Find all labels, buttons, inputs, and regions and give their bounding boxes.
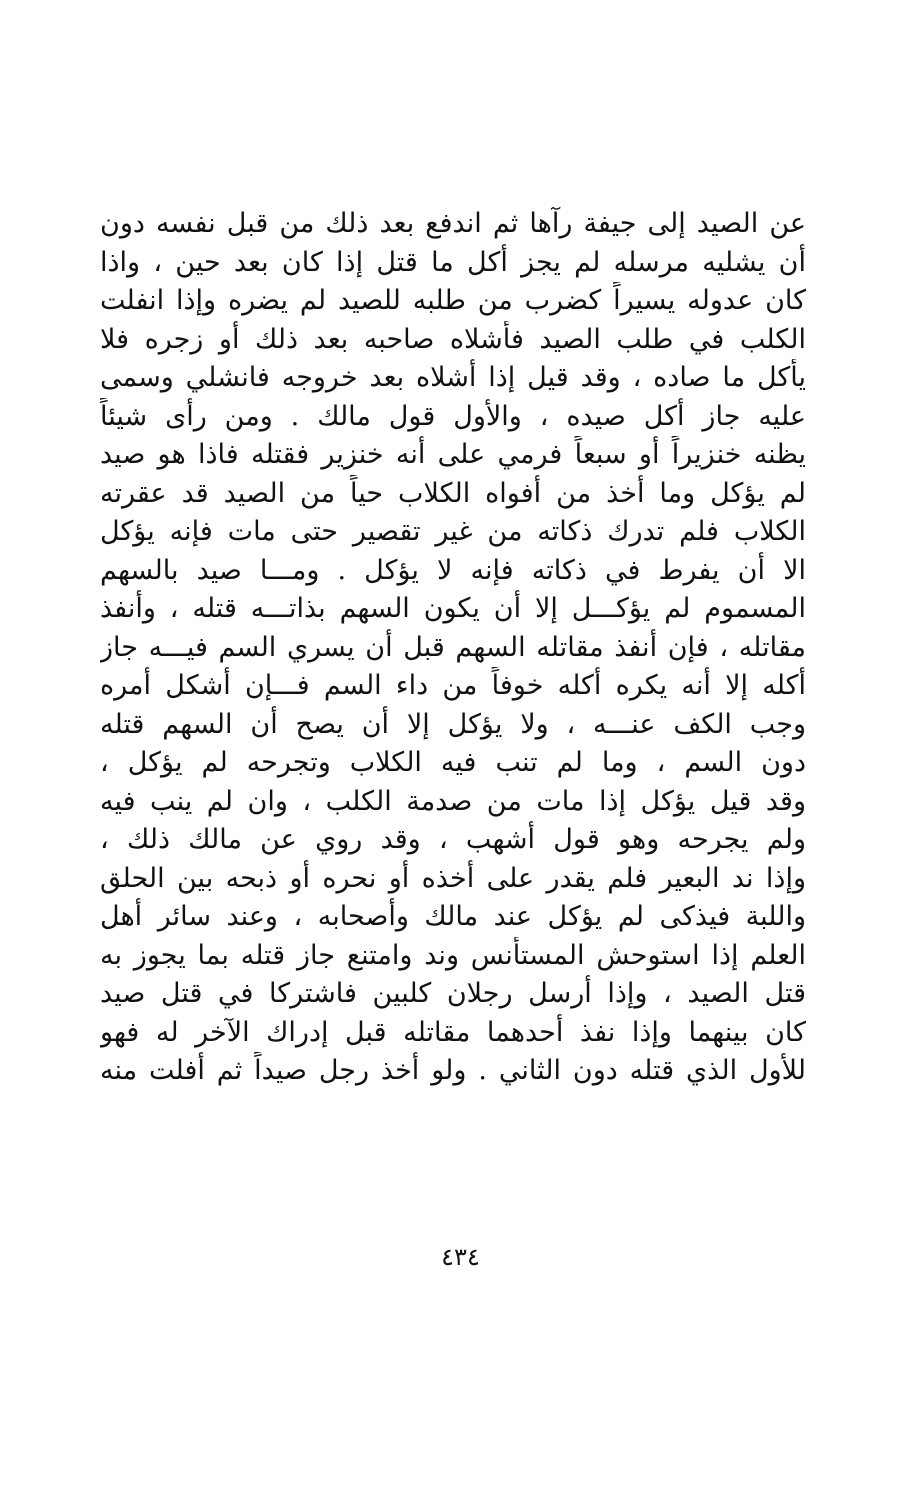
text-line: قتل الصيد ، وإذا أرسل رجلان كلبين فاشتركا في قتل صيد [100, 978, 806, 1009]
text-line: يأكل ما صاده ، وقد قيل إذا أشلاه بعد خروجه فانشلي وسمى [100, 362, 806, 393]
text-line: الا أن يفرط في ذكاته فإنه لا يؤكل . ومـــا صيد بالسهم [100, 554, 806, 586]
text-line: ولم يجرحه وهو قول أشهب ، وقد روي عن مالك ذلك ، [100, 824, 806, 855]
text-line: وجب الكف عنـــه ، ولا يؤكل إلا أن يصح أن السهم قتله [100, 708, 806, 740]
text-line: لم يؤكل وما أخذ من أفواه الكلاب حياً من الصيد قد عقرته [100, 477, 806, 509]
text-line: يظنه خنزيراً أو سبعاً فرمي على أنه خنزير فقتله فاذا هو صيد [100, 439, 806, 470]
text-line: العلم إذا استوحش المستأنس وند وامتنع جاز قتله بما يجوز به [100, 939, 806, 971]
text-line: الكلاب فلم تدرك ذكاته من غير تقصير حتى مات فإنه يؤكل [100, 516, 806, 547]
text-line: المسموم لم يؤكـــل إلا أن يكون السهم بذاتـــه قتله ، وأنفذ [100, 593, 806, 624]
text-line: وإذا ند البعير فلم يقدر على أخذه أو نحره أو ذبحه بين الحلق [100, 862, 806, 894]
text-line: مقاتله ، فإن أنفذ مقاتله السهم قبل أن يسري السم فيـــه جاز [100, 631, 806, 663]
text-line: عن الصيد إلى جيفة رآها ثم اندفع بعد ذلك من قبل نفسه دون [100, 208, 806, 239]
text-line: أكله إلا أنه يكره أكله خوفاً من داء السم فـــإن أشكل أمره [100, 670, 806, 701]
text-line: واللبة فيذكى لم يؤكل عند مالك وأصحابه ، وعند سائر أهل [100, 901, 806, 932]
body-text [100, 205, 806, 1091]
page-number: ٤٣٤ [441, 1243, 480, 1271]
text-line: عليه جاز أكل صيده ، والأول قول مالك . ومن رأى شيئاً [100, 400, 806, 432]
text-line: الكلب في طلب الصيد فأشلاه صاحبه بعد ذلك أو زجره فلا [100, 323, 806, 355]
text-line: كان بينهما وإذا نفذ أحدهما مقاتله قبل إدراك الآخر له فهو [100, 1016, 806, 1048]
text-line: وقد قيل يؤكل إذا مات من صدمة الكلب ، وان لم ينب فيه [100, 785, 806, 817]
text-line: أن يشليه مرسله لم يجز أكل ما قتل إذا كان بعد حين ، واذا [100, 246, 806, 278]
text-line: دون السم ، وما لم تنب فيه الكلاب وتجرحه لم يؤكل ، [100, 747, 806, 778]
text-line: للأول الذي قتله دون الثاني . ولو أخذ رجل صيداً ثم أفلت منه [100, 1055, 806, 1086]
text-line: كان عدوله يسيراً كضرب من طلبه للصيد لم يضره وإذا انفلت [100, 285, 806, 316]
